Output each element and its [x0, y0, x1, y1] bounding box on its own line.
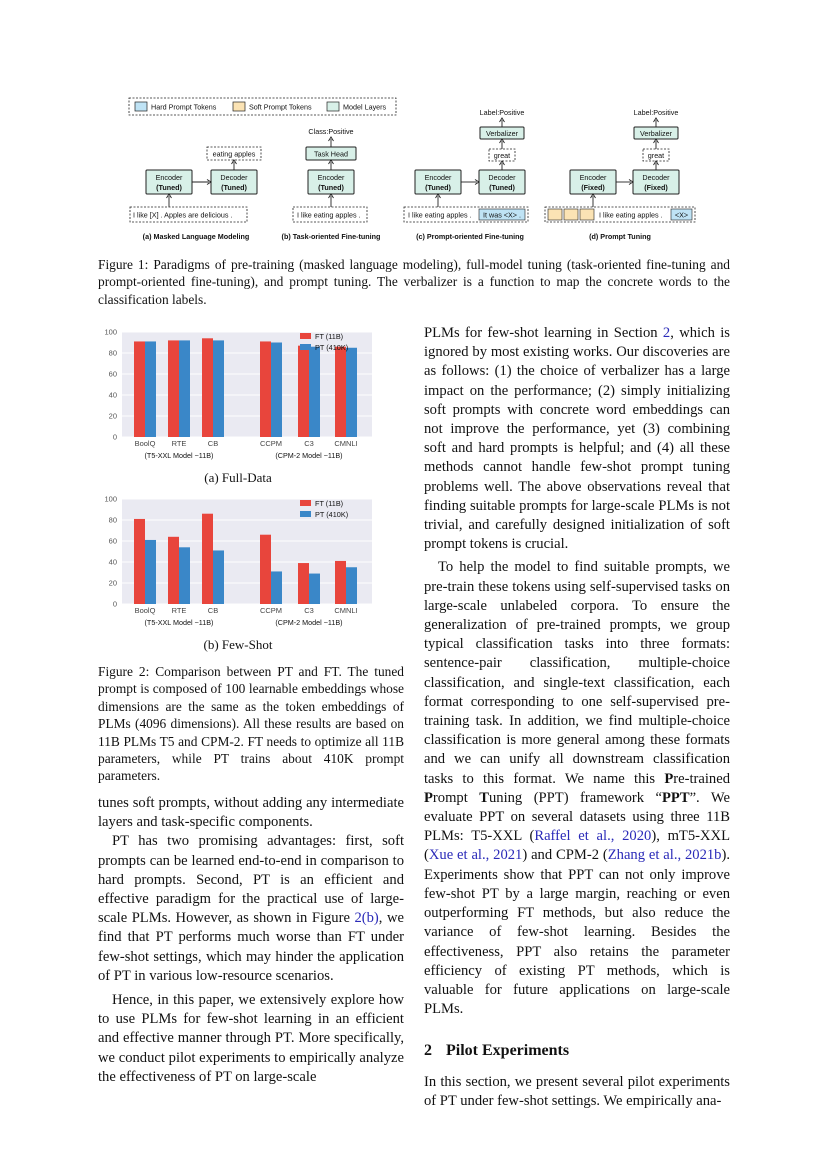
panel-c-output: Label:Positive	[479, 108, 525, 117]
bar-pt-boolq	[145, 540, 156, 604]
right-paragraph-1: PLMs for few-shot learning in Section 2, which is ignored by most existing works. Our discoveries are as follows: (1) the choice of verbalizer has a large impact on the performance; (2) simply initializing soft prompts with concrete word embeddings can not improve the performance, yet (3) combining soft and hard prompts is helpful; and (4) all these methods cannot handle few-shot prompt tuning problems well. The above observations reveal that finding suitable prompts for large-scale PLMs is not trivial, and carefully designed initialization of soft prompt tokens is crucial.	[424, 325, 730, 553]
panel-b-task-finetuning	[282, 127, 381, 241]
bar-ft-rte	[168, 537, 179, 604]
legend-label: FT (11B)	[315, 332, 344, 341]
panel-c-encoder-label: Encoder	[424, 173, 452, 182]
panel-d-decoder-state: (Fixed)	[644, 183, 668, 192]
panel-c-input: I like eating apples .	[408, 210, 472, 220]
legend-swatch	[300, 511, 311, 517]
figure-1-diagram	[0, 0, 827, 250]
x-tick-label: CCPM	[259, 606, 283, 615]
bar-pt-boolq	[145, 341, 156, 437]
citation-xue[interactable]: Xue et al., 2021	[428, 847, 523, 864]
panel-d-encoder-label: Encoder	[579, 173, 607, 182]
y-tick-label: 60	[108, 369, 117, 379]
legend-model-swatch	[327, 102, 339, 111]
panel-c-prompt: It was <X> .	[483, 210, 521, 220]
panel-a-caption: (a) Masked Language Modeling	[142, 232, 250, 241]
x-tick-label: CCPM	[259, 439, 283, 448]
citation-zhang[interactable]: Zhang et al., 2021b	[607, 847, 722, 864]
panel-a-input: I like [X] . Apples are delicious .	[133, 210, 233, 220]
panel-b-caption: (b) Task-oriented Fine-tuning	[281, 232, 381, 241]
chart-few-shot	[95, 492, 380, 632]
x-tick-label: RTE	[171, 606, 187, 615]
panel-a-encoder-state: (Tuned)	[156, 183, 182, 192]
panel-a-decoder-label: Decoder	[220, 173, 248, 182]
citation-raffel[interactable]: Raffel et al., 2020	[534, 828, 652, 845]
bar-pt-c3	[309, 347, 320, 437]
panel-d-prompt: <X>	[674, 210, 689, 220]
legend-swatch	[300, 500, 311, 506]
legend-swatch	[300, 344, 311, 350]
bar-pt-ccpm	[271, 343, 282, 438]
y-tick-label: 40	[108, 390, 117, 400]
bar-ft-c3	[298, 563, 309, 604]
x-tick-label: C3	[304, 606, 314, 615]
bar-ft-ccpm	[260, 341, 271, 437]
panel-a-masked-lm	[130, 147, 261, 241]
x-tick-label: CB	[207, 606, 219, 615]
soft-prompt-token	[580, 209, 594, 220]
bar-ft-boolq	[134, 519, 145, 604]
panel-c-prompt-finetuning	[404, 108, 528, 241]
figure-2-caption: Figure 2: Comparison between PT and FT. The tuned prompt is composed of 100 learnable embeddings whose dimensions are the same as the token embeddings of PLMs (4096 dimensions). All these results are based on 11B PLMs T5 and CPM-2. FT needs to optimize all 11B parameters, while PT trains about 410K prompt parameters.	[98, 664, 404, 784]
right-column	[424, 324, 730, 1111]
panel-b-encoder-label: Encoder	[317, 173, 345, 182]
panel-c-encoder-state: (Tuned)	[425, 183, 451, 192]
section-2-link[interactable]: 2	[662, 325, 671, 341]
group-label: (T5-XXL Model ~11B)	[144, 451, 214, 460]
left-column	[98, 794, 404, 1087]
figure-2b-link[interactable]: 2(b)	[354, 910, 379, 927]
y-tick-label: 80	[108, 515, 117, 525]
panel-c-caption: (c) Prompt-oriented Fine-tuning	[416, 232, 524, 241]
legend-label: PT (410K)	[315, 343, 349, 352]
bar-ft-cb	[202, 514, 213, 604]
panel-d-encoder-state: (Fixed)	[581, 183, 605, 192]
x-tick-label: BoolQ	[134, 606, 156, 615]
bar-ft-cmnli	[335, 561, 346, 604]
group-label: (CPM-2 Model ~11B)	[275, 451, 343, 460]
bar-ft-cmnli	[335, 347, 346, 437]
panel-b-encoder-state: (Tuned)	[318, 183, 344, 192]
bar-pt-rte	[179, 340, 190, 437]
y-tick-label: 40	[108, 557, 117, 567]
y-tick-label: 80	[108, 348, 117, 358]
panel-b-input: I like eating apples .	[297, 210, 361, 220]
x-tick-label: RTE	[171, 439, 187, 448]
x-tick-label: CMNLI	[334, 439, 358, 448]
left-paragraph-1: tunes soft prompts, without adding any intermediate layers and task-specific components.	[98, 795, 404, 831]
legend-label: PT (410K)	[315, 510, 349, 519]
bar-ft-ccpm	[260, 535, 271, 604]
x-tick-label: C3	[304, 439, 314, 448]
panel-c-decoder-label: Decoder	[488, 173, 516, 182]
y-tick-label: 100	[104, 327, 117, 337]
soft-prompt-token	[564, 209, 578, 220]
panel-c-word: great	[493, 151, 511, 160]
bar-ft-cb	[202, 338, 213, 437]
panel-a-encoder-label: Encoder	[155, 173, 183, 182]
bar-pt-cb	[213, 340, 224, 437]
right-paragraph-3: In this section, we present several pilot experiments of PT under few-shot settings. We empirically ana-	[424, 1073, 730, 1109]
panel-d-prompt-tuning	[545, 108, 695, 241]
panel-d-caption: (d) Prompt Tuning	[589, 232, 651, 241]
legend-swatch	[300, 333, 311, 339]
legend-soft-swatch	[233, 102, 245, 111]
legend-hard-swatch	[135, 102, 147, 111]
section-number: 2	[424, 1042, 432, 1060]
panel-d-output: Label:Positive	[633, 108, 679, 117]
bar-ft-boolq	[134, 341, 145, 437]
y-tick-label: 20	[108, 578, 117, 588]
panel-d-decoder-label: Decoder	[642, 173, 670, 182]
panel-a-decoder-state: (Tuned)	[221, 183, 247, 192]
legend-label: FT (11B)	[315, 499, 344, 508]
y-tick-label: 20	[108, 411, 117, 421]
section-heading	[424, 1041, 730, 1060]
bar-pt-cmnli	[346, 567, 357, 604]
chart-a-subcaption: (a) Full-Data	[204, 470, 272, 485]
left-paragraph-3: Hence, in this paper, we extensively explore how to use PLMs for few-shot learning in an efficient and effective manner through PT. More specifically, we conduct pilot experiments to empirically analyze the effectiveness of PT on large-scale	[98, 992, 404, 1085]
x-tick-label: BoolQ	[134, 439, 156, 448]
left-paragraph-2: PT has two promising advantages: first, soft prompts can be learned end-to-end in comparison to hard prompts. Second, PT is an efficient and effective paradigm for the practical use of large-scale PLMs. However, as shown in Figure 2(b), we find that PT performs much worse than FT under few-shot settings, which may hinder the application of PT in various low-resource scenarios.	[98, 833, 404, 984]
panel-d-word: great	[647, 151, 665, 160]
panel-b-task-head-label: Task Head	[314, 149, 348, 159]
y-tick-label: 60	[108, 536, 117, 546]
bar-pt-cmnli	[346, 348, 357, 437]
bar-pt-rte	[179, 547, 190, 604]
section-title: Pilot Experiments	[446, 1042, 570, 1060]
panel-d-input: I like eating apples .	[599, 210, 663, 220]
bar-pt-c3	[309, 574, 320, 604]
y-tick-label: 0	[112, 599, 117, 609]
legend-model-label: Model Layers	[343, 102, 387, 112]
chart-b-subcaption: (b) Few-Shot	[203, 637, 273, 652]
panel-a-output: eating apples	[212, 149, 256, 159]
bar-pt-ccpm	[271, 571, 282, 604]
panel-c-verbalizer-label: Verbalizer	[486, 129, 518, 138]
panel-d-verbalizer-label: Verbalizer	[640, 129, 672, 138]
panel-b-output: Class:Positive	[308, 127, 354, 136]
bar-ft-c3	[298, 346, 309, 437]
figure-1-caption: Figure 1: Paradigms of pre-training (masked language modeling), full-model tuning (task-oriented fine-tuning and prompt-oriented fine-tuning), and prompt tuning. The verbalizer is a function to map the concrete words to the classification labels.	[98, 257, 730, 307]
chart-full-data	[95, 325, 380, 465]
x-tick-label: CB	[207, 439, 219, 448]
bar-pt-cb	[213, 550, 224, 604]
group-label: (CPM-2 Model ~11B)	[275, 618, 343, 627]
right-paragraph-2: To help the model to find suitable prompts, we pre-train these tokens using self-supervised tasks on large-scale unlabeled corpora. To ensure the generalization of pre-trained prompts, we group typical classification tasks into three formats: sentence-pair classification, multiple-choice classification, and single-text classification, each format corresponding to one self-supervised pre-training task. In addition, we find multiple-choice classification is more general among these formats and we can unify all downstream classification tasks to this format. We name this Pre-trained Prompt Tuning (PPT) framework “PPT”. We evaluate PPT on several datasets using three 11B PLMs: T5-XXL (Raffel et al., 2020), mT5-XXL (Xue et al., 2021) and CPM-2 (Zhang et al., 2021b). Experiments show that PPT can not only improve few-shot PT by a large margin, reaching or even outperforming FT methods, but also reduce the variance of few-shot learning. Besides the effectiveness, PPT also retains the parameter efficiency of existing PT methods, which is valuable for future applications on large-scale PLMs.	[424, 559, 730, 1018]
legend-hard-label: Hard Prompt Tokens	[151, 102, 217, 112]
x-tick-label: CMNLI	[334, 606, 358, 615]
soft-prompt-token	[548, 209, 562, 220]
legend-soft-label: Soft Prompt Tokens	[249, 102, 312, 112]
y-tick-label: 100	[104, 494, 117, 504]
group-label: (T5-XXL Model ~11B)	[144, 618, 214, 627]
panel-c-decoder-state: (Tuned)	[489, 183, 515, 192]
bar-ft-rte	[168, 340, 179, 437]
y-tick-label: 0	[112, 432, 117, 442]
